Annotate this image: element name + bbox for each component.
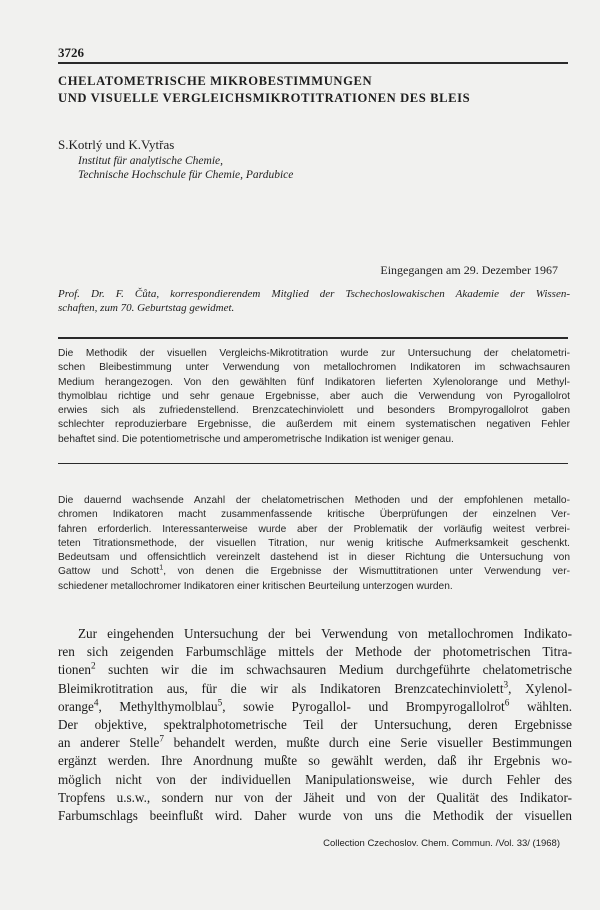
citation-ref: 2 <box>90 661 96 672</box>
intro-line: schiedener metallochromer Indikatoren einer kritischen Beurteilung unterzogen wurden. <box>58 580 453 592</box>
body-line <box>58 698 572 716</box>
body-text-span: behandelt werden, mußte durch eine Serie visueller Bestimmungen <box>163 735 573 751</box>
abstract-top-rule <box>58 337 568 339</box>
body-line <box>58 680 572 698</box>
abstract-line: schen Bleibestimmung unter Verwendung von metallochromen Indikatoren im schwachsauren <box>58 362 570 374</box>
affiliation-line-1: Institut für analytische Chemie, <box>78 155 224 167</box>
body-line: ergänzt werden. Ihre Anordnung mußte so gewählt werden, daß ihr Ergebnis wo- <box>58 753 572 769</box>
title-line-1: CHELATOMETRISCHE MIKROBESTIMMUNGEN <box>58 74 373 88</box>
body-line: ren sich zeigenden Farbumschläge mittels der Methode der photometrischen Titra- <box>58 644 572 660</box>
body-line: möglich nicht von der individuellen Manipulationsweise, wie durch Fehler des <box>58 771 572 787</box>
body-line <box>58 661 572 679</box>
citation-ref: 4 <box>93 697 99 708</box>
body-text-span: suchten wir die im schwachsauren Medium durchgeführte chelatometrische <box>95 662 572 678</box>
dedication-line-1: Prof. Dr. F. Čůta, korrespondierendem Mitglied der Tschechoslowakischen Akademie der Wissen- <box>58 288 570 300</box>
intro-text: , von denen die Ergebnisse der Wismuttitrationen unter Verwendung ver- <box>163 566 570 578</box>
body-line: Zur eingehenden Untersuchung der bei Verwendung von metallochromen Indikato- <box>78 626 572 641</box>
body-line <box>58 734 572 752</box>
page-number: 3726 <box>58 45 84 60</box>
abstract-line: behaftet sind. Die potentiometrische und amperometrische Indikation ist weniger genau. <box>58 433 454 445</box>
journal-footer: Collection Czechoslov. Chem. Commun. /Vol. 33/ (1968) <box>323 838 560 849</box>
authors: S.Kotrlý und K.Vytřas <box>58 137 175 152</box>
abstract-line: schlechter reproduzierbare Ergebnisse, die außerdem mit einem systematischen negativen Fehler <box>58 419 570 431</box>
intro-line: teten Titrationsmethode, der visuellen Titration, nur wenig kritische Aufmerksamkeit geschenkt. <box>58 537 570 549</box>
header-rule <box>58 62 568 64</box>
intro-line: Die dauernd wachsende Anzahl der chelatometrischen Methoden und der empfohlenen metallo- <box>58 495 570 506</box>
body-text-span: wählten. <box>509 698 573 714</box>
affiliation <box>78 154 293 182</box>
abstract-line: erwies sich als zufriedenstellend. Brenzcatechinviolett und besonders Brompyrogallolrot gaben <box>58 405 570 417</box>
abstract-line: Die Methodik der visuellen Vergleichs-Mikrotitration wurde zur Untersuchung der chelatometri- <box>58 348 570 359</box>
citation-ref: 5 <box>217 697 223 708</box>
intro-line: chromen Indikatoren macht zusammenfassende kritische Überprüfungen der einzelnen Ver- <box>58 509 570 521</box>
citation-ref: 3 <box>503 679 509 690</box>
body-text-span: Bleimikrotitration aus, für die wir als Indikatoren Brenzcatechinviolett <box>58 680 504 696</box>
citation-ref: 6 <box>504 697 510 708</box>
body-text-span: tionen <box>58 662 91 678</box>
body-text <box>58 625 572 825</box>
intro-line: Bedeutsam und offensichtlich vereinzelt dastehend ist in dieser Richtung die Untersuchung von <box>58 552 570 564</box>
abstract-bottom-rule <box>58 463 568 464</box>
abstract-line: thymolblau richtige und sehr genaue Ergebnisse, aber auch die Verwendung von Pyrogallolrot <box>58 390 570 402</box>
body-text-span: an anderer Stelle <box>58 735 160 751</box>
received-date: Eingegangen am 29. Dezember 1967 <box>380 263 558 277</box>
intro-text: Gattow und Schott <box>58 566 160 578</box>
abstract <box>58 347 570 447</box>
article-title <box>58 73 578 107</box>
dedication <box>58 287 570 315</box>
title-line-2: UND VISUELLE VERGLEICHSMIKROTITRATIONEN DES BLEIS <box>58 91 471 105</box>
affiliation-line-2: Technische Hochschule für Chemie, Pardubice <box>78 169 294 181</box>
body-text-span: , Methylthymolblau <box>98 698 218 714</box>
body-line: Farbumschlags beeinflußt wird. Daher wurde von uns die Methodik der visuellen <box>58 808 572 824</box>
body-text-span: , Xylenol- <box>508 680 572 696</box>
citation-ref: 1 <box>159 564 164 573</box>
body-text-span: , sowie Pyrogallol- und Brompyrogallolrot <box>222 698 505 714</box>
abstract-line: Medium herangezogen. Von den gewählten fünf Indikatoren lieferten Xylenolorange und Methyl- <box>58 376 570 388</box>
intro-line <box>58 565 570 579</box>
citation-ref: 7 <box>159 733 164 744</box>
introduction <box>58 494 570 594</box>
body-line: Tropfens u.s.w., sondern nur von der Jäheit und von der Qualität des Indikator- <box>58 789 572 805</box>
body-text-span: orange <box>58 698 94 714</box>
intro-line: fahren erforderlich. Interessanterweise wurde aber der Problematik der vorläufig weitest verbrei- <box>58 523 570 535</box>
dedication-line-2: schaften, zum 70. Geburtstag gewidmet. <box>58 302 235 314</box>
body-line: Der objektive, spektralphotometrische Teil der Untersuchung, deren Ergebnisse <box>58 717 572 733</box>
